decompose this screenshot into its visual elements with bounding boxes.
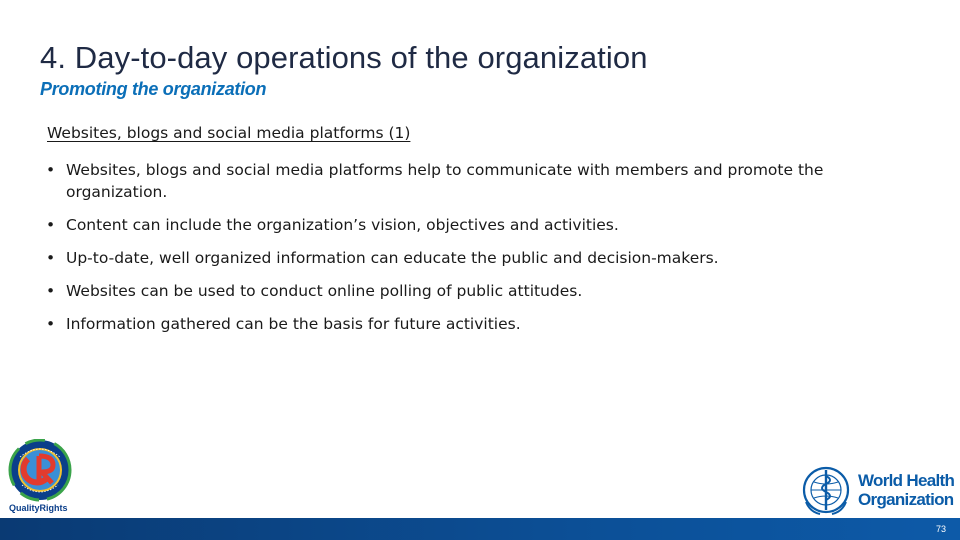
quality-rights-logo-icon — [6, 439, 74, 513]
bullet-item — [46, 159, 906, 203]
who-wordmark-line2: Organization — [858, 490, 954, 509]
footer-bar — [0, 518, 960, 540]
bullet-dot: • — [46, 282, 56, 300]
bullet-item — [46, 214, 906, 236]
who-wordmark-line1: World Health — [858, 471, 955, 490]
page-number: 73 — [935, 524, 946, 534]
who-wordmark — [858, 471, 954, 509]
bullet-list — [46, 159, 906, 346]
bullet-text: Content can include the organization’s vision, objectives and activities. — [66, 216, 619, 234]
bullet-dot: • — [46, 315, 56, 333]
bullet-text: Up-to-date, well organized information can educate the public and decision-makers. — [66, 249, 719, 267]
svg-text:QualityRights: QualityRights — [9, 503, 68, 513]
bullet-item — [46, 280, 906, 302]
bullet-text: Information gathered can be the basis for future activities. — [66, 315, 521, 333]
bullet-item — [46, 247, 906, 269]
bullet-item — [46, 313, 906, 335]
slide-subtitle: Promoting the organization — [40, 79, 267, 99]
bullet-text: Websites can be used to conduct online polling of public attitudes. — [66, 282, 583, 300]
section-heading: Websites, blogs and social media platforms (1) — [47, 124, 411, 142]
slide-title: 4. Day-to-day operations of the organization — [40, 40, 648, 75]
bullet-dot: • — [46, 249, 56, 267]
bullet-dot: • — [46, 216, 56, 234]
bullet-text: Websites, blogs and social media platforms help to communicate with members and promote the organization. — [66, 161, 824, 201]
bullet-dot: • — [46, 161, 56, 179]
